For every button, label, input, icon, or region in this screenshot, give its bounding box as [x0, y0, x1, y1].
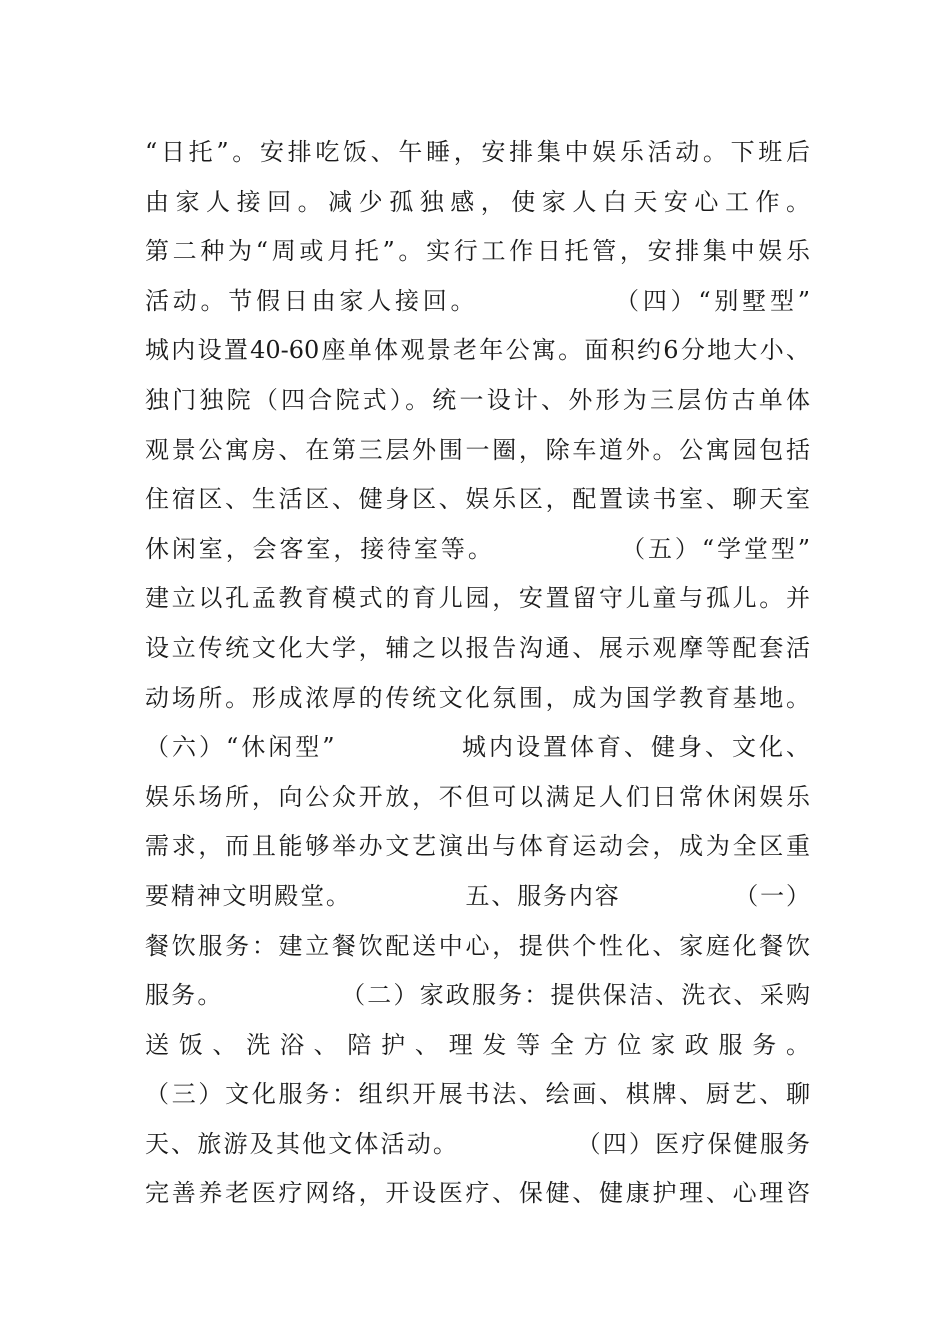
text-line: 娱乐场所，向公众开放，不但可以满足人们日常休闲娱乐	[145, 782, 810, 811]
text-line: 活动。节假日由家人接回。 （四）“别墅型”	[145, 286, 810, 315]
text-line: 独门独院（四合院式）。统一设计、外形为三层仿古单体	[145, 385, 810, 414]
text-line: （三）文化服务：组织开展书法、绘画、棋牌、厨艺、聊	[145, 1080, 810, 1109]
text-line: （六）“休闲型” 城内设置体育、健身、文化、	[145, 733, 810, 762]
text-line: 观景公寓房、在第三层外围一圈，除车道外。公寓园包括	[145, 435, 810, 464]
text-line: 送饭、洗浴、陪护、理发等全方位家政服务。	[145, 1030, 810, 1059]
text-line: 动场所。形成浓厚的传统文化氛围，成为国学教育基地。	[145, 683, 810, 712]
body-text	[145, 128, 810, 1219]
text-line: 设立传统文化大学，辅之以报告沟通、展示观摩等配套活	[145, 633, 810, 662]
text-line: 餐饮服务：建立餐饮配送中心，提供个性化、家庭化餐饮	[145, 931, 810, 960]
text-line: 城内设置40-60座单体观景老年公寓。面积约6分地大小、	[145, 336, 810, 365]
text-line: 完善养老医疗网络，开设医疗、保健、健康护理、心理咨	[145, 1179, 810, 1208]
text-line: 天、旅游及其他文体活动。 （四）医疗保健服务	[145, 1129, 810, 1158]
text-line: 住宿区、生活区、健身区、娱乐区，配置读书室、聊天室	[145, 485, 810, 514]
text-line: “日托”。安排吃饭、午睡，安排集中娱乐活动。下班后	[145, 138, 810, 166]
text-line: 休闲室，会客室，接待室等。 （五）“学堂型”	[145, 534, 810, 563]
text-line: 要精神文明殿堂。 五、服务内容 （一）	[145, 881, 810, 910]
text-line: 由家人接回。减少孤独感，使家人白天安心工作。	[145, 187, 810, 216]
text-line: 第二种为“周或月托”。实行工作日托管，安排集中娱乐	[145, 237, 810, 266]
text-line: 服务。 （二）家政服务：提供保洁、洗衣、采购	[145, 981, 810, 1010]
text-line: 需求，而且能够举办文艺演出与体育运动会，成为全区重	[145, 832, 810, 861]
text-line: 建立以孔孟教育模式的育儿园，安置留守儿童与孤儿。并	[145, 584, 810, 613]
